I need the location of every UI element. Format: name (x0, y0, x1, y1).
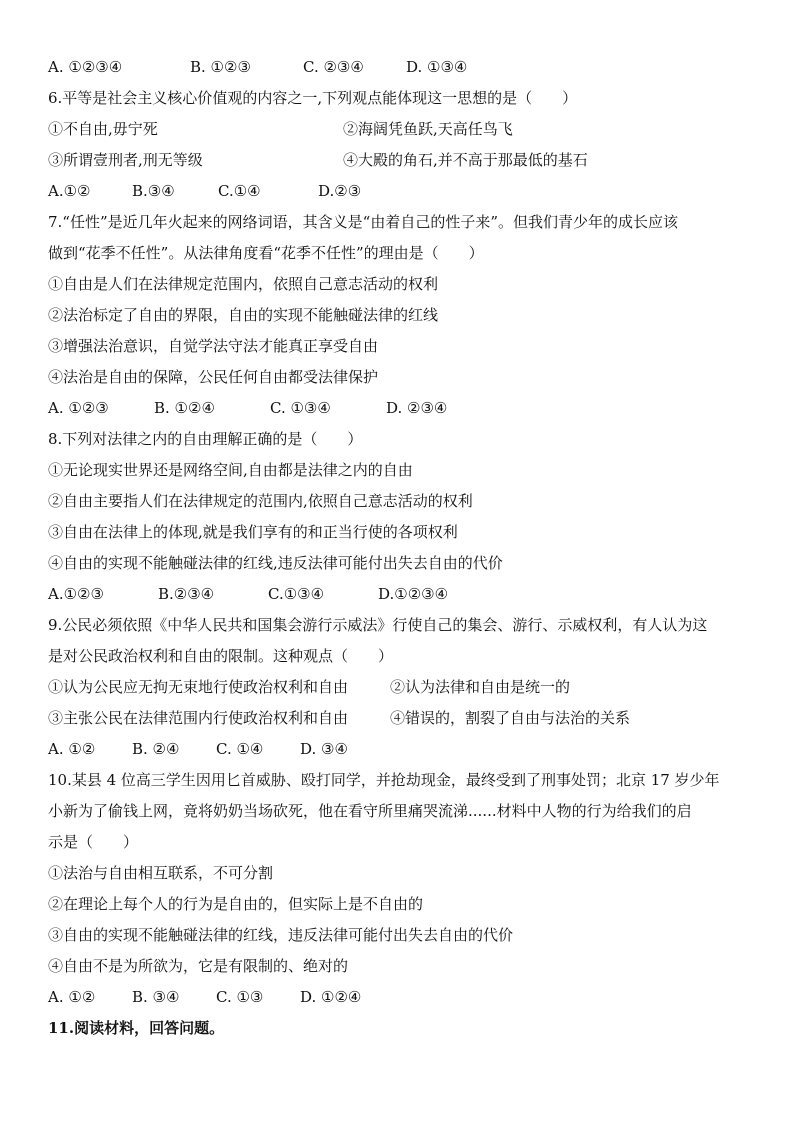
q10-option-b: B. ③④ (132, 988, 180, 1006)
q10-options (48, 982, 758, 1013)
q9-item-3: ③主张公民在法律范围内行使政治权利和自由 (48, 709, 349, 727)
q7-item-2: ②法治标定了自由的界限，自由的实现不能触碰法律的红线 (48, 306, 439, 324)
q7-option-a: A. ①②③ (48, 399, 109, 417)
q8-item-2: ②自由主要指人们在法律规定的范围内,依照自己意志活动的权利 (48, 492, 473, 510)
q5-options (48, 52, 758, 83)
q9-item-2: ②认为法律和自由是统一的 (390, 678, 571, 696)
q8-options (48, 579, 758, 610)
q8-option-c: C.①③④ (268, 585, 325, 603)
q5-option-a: A. ①②③④ (48, 58, 123, 76)
q7-stem-line2: 做到“花季不任性”。从法律角度看“花季不任性”的理由是（ ） (48, 244, 484, 262)
q6-option-a: A.①② (48, 182, 91, 200)
exam-page (48, 52, 758, 1044)
q9-stem-line1: 9.公民必须依照《中华人民共和国集会游行示威法》行使自己的集会、游行、示威权利，有人认为这 (48, 616, 708, 634)
q8-item-3: ③自由在法律上的体现,就是我们享有的和正当行使的各项权利 (48, 523, 458, 541)
q9-options (48, 734, 758, 765)
q7-item-3: ③增强法治意识，自觉学法守法才能真正享受自由 (48, 337, 379, 355)
q10-item-4: ④自由不是为所欲为，它是有限制的、绝对的 (48, 957, 349, 975)
q6-item-4: ④大殿的角石,并不高于那最低的基石 (343, 151, 588, 169)
q7-options (48, 393, 758, 424)
q8-option-d: D.①②③④ (378, 585, 449, 603)
q9-items-row1 (48, 672, 758, 703)
q5-option-c: C. ②③④ (303, 58, 364, 76)
q6-item-1: ①不自由,毋宁死 (48, 120, 158, 138)
q9-option-b: B. ②④ (132, 740, 180, 758)
q6-option-b: B.③④ (132, 182, 175, 200)
q6-stem: 6.平等是社会主义核心价值观的内容之一,下列观点能体现这一思想的是（ ） (48, 89, 578, 107)
q10-stem-line3: 示是（ ） (48, 833, 139, 851)
q7-item-4: ④法治是自由的保障，公民任何自由都受法律保护 (48, 368, 379, 386)
q9-item-4: ④错误的，割裂了自由与法治的关系 (390, 709, 631, 727)
q9-item-1: ①认为公民应无拘无束地行使政治权利和自由 (48, 678, 349, 696)
q9-option-c: C. ①④ (216, 740, 264, 758)
q8-option-b: B.②③④ (158, 585, 215, 603)
q9-stem-line2: 是对公民政治权利和自由的限制。这种观点（ ） (48, 647, 394, 665)
q6-items-row1 (48, 114, 758, 145)
q6-options (48, 176, 758, 207)
q10-item-2: ②在理论上每个人的行为是自由的，但实际上是不自由的 (48, 895, 424, 913)
q7-option-c: C. ①③④ (270, 399, 331, 417)
q6-item-2: ②海阔凭鱼跃,天高任鸟飞 (343, 120, 513, 138)
q6-items-row2 (48, 145, 758, 176)
q6-option-d: D.②③ (318, 182, 362, 200)
q5-option-d: D. ①③④ (406, 58, 468, 76)
q7-item-1: ①自由是人们在法律规定范围内，依照自己意志活动的权利 (48, 275, 439, 293)
q6-item-3: ③所谓壹刑者,刑无等级 (48, 151, 203, 169)
q10-item-1: ①法治与自由相互联系，不可分割 (48, 864, 274, 882)
q6-option-c: C.①④ (218, 182, 261, 200)
q7-option-b: B. ①②④ (154, 399, 215, 417)
q10-item-3: ③自由的实现不能触碰法律的红线，违反法律可能付出失去自由的代价 (48, 926, 514, 944)
q7-option-d: D. ②③④ (386, 399, 448, 417)
q10-option-c: C. ①③ (216, 988, 264, 1006)
q10-stem-line1: 10.某县 4 位高三学生因用匕首威胁、殴打同学，并抢劫现金，最终受到了刑事处罚；北京 17 岁少年 (48, 771, 720, 789)
q8-item-1: ①无论现实世界还是网络空间,自由都是法律之内的自由 (48, 461, 413, 479)
q10-stem-line2: 小新为了偷钱上网，竟将奶奶当场砍死，他在看守所里痛哭流涕......材料中人物的行为给我们的启 (48, 802, 692, 820)
q10-option-a: A. ①② (48, 988, 96, 1006)
q10-option-d: D. ①②④ (300, 988, 362, 1006)
q8-item-4: ④自由的实现不能触碰法律的红线,违反法律可能付出失去自由的代价 (48, 554, 503, 572)
q8-stem: 8.下列对法律之内的自由理解正确的是（ ） (48, 430, 363, 448)
q9-items-row2 (48, 703, 758, 734)
q9-option-d: D. ③④ (300, 740, 348, 758)
q8-option-a: A.①②③ (48, 585, 104, 603)
q11-stem: 11.阅读材料，回答问题。 (48, 1019, 225, 1037)
q5-option-b: B. ①②③ (190, 58, 251, 76)
q7-stem-line1: 7.“任性”是近几年火起来的网络词语，其含义是“由着自己的性子来”。但我们青少年的成长应该 (48, 213, 678, 231)
q9-option-a: A. ①② (48, 740, 96, 758)
